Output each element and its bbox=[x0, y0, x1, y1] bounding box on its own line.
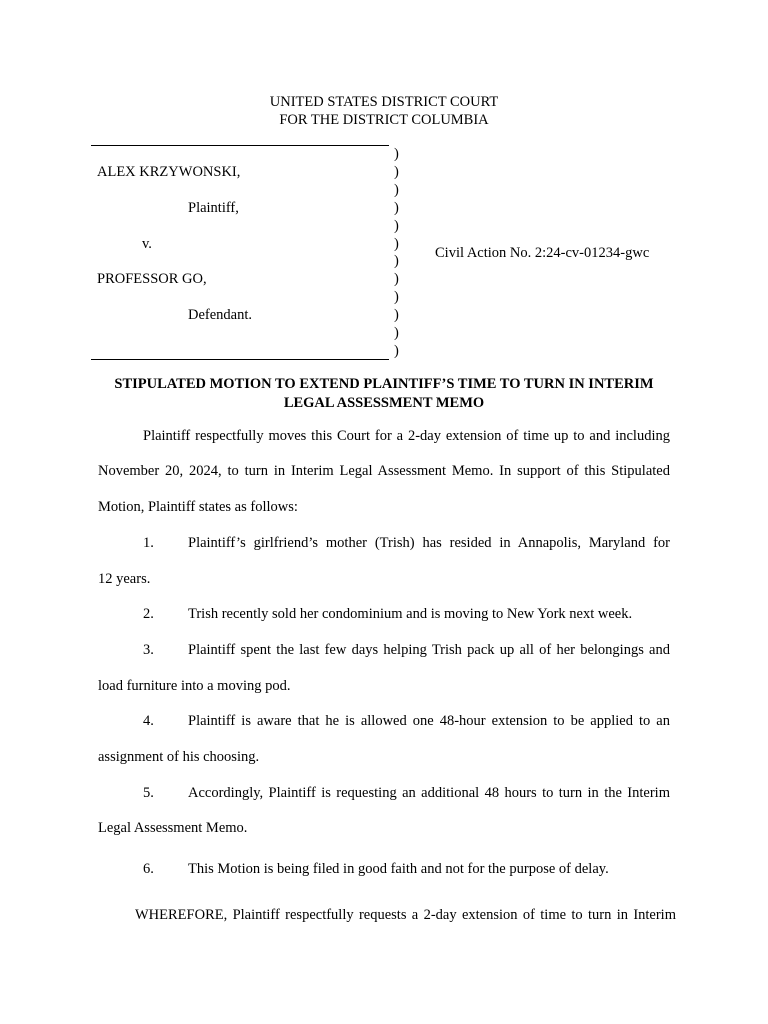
motion-title-line-1: STIPULATED MOTION TO EXTEND PLAINTIFF’S TIME TO TURN IN INTERIM bbox=[114, 376, 654, 392]
intro-line-2: November 20, 2024, to turn in Interim Legal Assessment Memo. In support of this Stipulated bbox=[98, 463, 670, 479]
caption-bottom-rule bbox=[91, 359, 389, 360]
item-text-line-2: load furniture into a moving pod. bbox=[98, 678, 291, 694]
court-district: FOR THE DISTRICT COLUMBIA bbox=[279, 111, 489, 128]
item-number: 2. bbox=[143, 606, 154, 622]
motion-title-line-2: LEGAL ASSESSMENT MEMO bbox=[283, 394, 485, 411]
intro-line-1: Plaintiff respectfully moves this Court for a 2-day extension of time up to and including bbox=[143, 428, 670, 444]
item-text-line-1: Plaintiff is aware that he is allowed one 48-hour extension to be applied to an bbox=[188, 713, 670, 729]
intro-line-3: Motion, Plaintiff states as follows: bbox=[98, 499, 298, 515]
item-text-line-1: Plaintiff’s girlfriend’s mother (Trish) has resided in Annapolis, Maryland for bbox=[188, 535, 670, 551]
item-number: 5. bbox=[143, 785, 154, 801]
defendant-role: Defendant. bbox=[188, 307, 253, 323]
item-number: 3. bbox=[143, 642, 154, 658]
versus-label: v. bbox=[142, 236, 152, 252]
caption-paren-column: ) ) ) ) ) ) ) ) ) ) ) ) bbox=[394, 146, 399, 359]
item-number: 1. bbox=[143, 535, 154, 551]
civil-action-number: Civil Action No. 2:24-cv-01234-gwc bbox=[435, 245, 650, 261]
item-text-line-2: assignment of his choosing. bbox=[98, 749, 260, 765]
item-number: 6. bbox=[143, 861, 154, 877]
plaintiff-role: Plaintiff, bbox=[188, 200, 239, 216]
item-text-line-1: Trish recently sold her condominium and is moving to New York next week. bbox=[188, 606, 633, 622]
item-number: 4. bbox=[143, 713, 154, 729]
item-text-line-2: Legal Assessment Memo. bbox=[98, 820, 248, 836]
caption-top-rule bbox=[91, 145, 389, 146]
item-text-line-1: Plaintiff spent the last few days helping Trish pack up all of her belongings and bbox=[188, 642, 670, 658]
plaintiff-name: ALEX KRZYWONSKI, bbox=[97, 164, 241, 180]
court-heading bbox=[0, 94, 768, 129]
item-text-line-1: Accordingly, Plaintiff is requesting an additional 48 hours to turn in the Interim bbox=[188, 785, 670, 801]
motion-title bbox=[80, 375, 688, 412]
item-text-line-1: This Motion is being filed in good faith and not for the purpose of delay. bbox=[188, 861, 609, 877]
defendant-name: PROFESSOR GO, bbox=[97, 271, 207, 287]
wherefore-clause: WHEREFORE, Plaintiff respectfully requests a 2-day extension of time to turn in Interim bbox=[135, 907, 676, 923]
court-name: UNITED STATES DISTRICT COURT bbox=[269, 94, 499, 110]
item-text-line-2: 12 years. bbox=[98, 571, 151, 587]
